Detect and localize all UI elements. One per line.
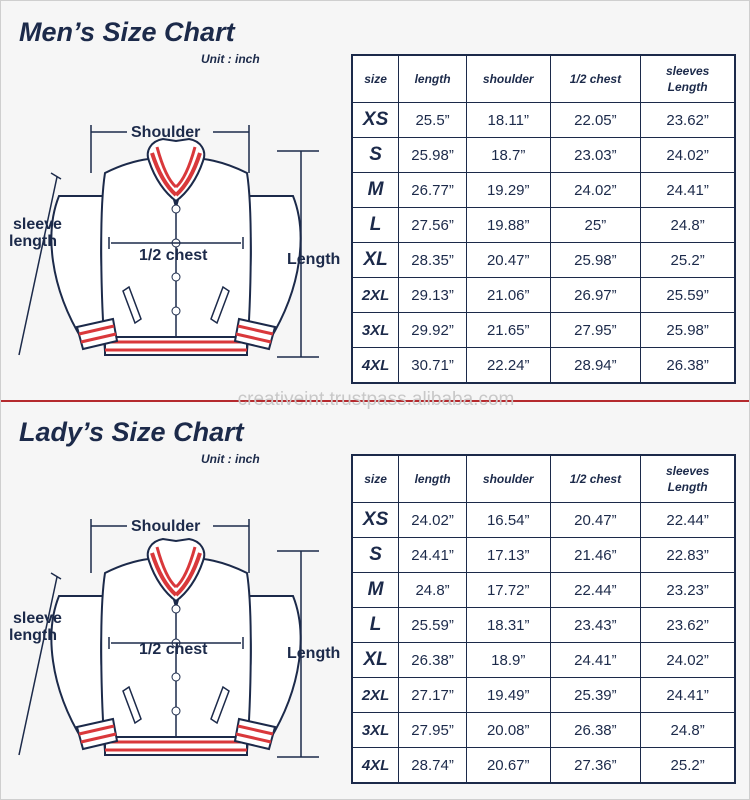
- lady-sleeve-label-2: length: [9, 627, 57, 644]
- men-header-length: length: [399, 55, 467, 103]
- table-row: 4XL 28.74” 20.67” 27.36” 25.2”: [352, 748, 735, 784]
- lady-header-size: size: [352, 455, 399, 503]
- men-header-shoulder: shoulder: [467, 55, 551, 103]
- lady-title: Lady’s Size Chart: [19, 417, 244, 447]
- lady-shoulder-label: Shoulder: [131, 518, 201, 535]
- men-length-label: Length: [287, 251, 341, 268]
- table-row: M 24.8” 17.72” 22.44” 23.23”: [352, 573, 735, 608]
- watermark: creativeint.trustpass.alibaba.com: [237, 389, 515, 410]
- men-header-row: [352, 55, 735, 103]
- table-row: XS 25.5” 18.11” 22.05” 23.62”: [352, 103, 735, 138]
- table-row: S 25.98” 18.7” 23.03” 24.02”: [352, 138, 735, 173]
- table-row: M 26.77” 19.29” 24.02” 24.41”: [352, 173, 735, 208]
- men-header-chest: 1/2 chest: [550, 55, 641, 103]
- table-row: 3XL 27.95” 20.08” 26.38” 24.8”: [352, 713, 735, 748]
- lady-header-row: [352, 455, 735, 503]
- table-row: 2XL 29.13” 21.06” 26.97” 25.59”: [352, 278, 735, 313]
- table-row: S 24.41” 17.13” 21.46” 22.83”: [352, 538, 735, 573]
- lady-section: [1, 401, 750, 800]
- table-row: L 27.56” 19.88” 25” 24.8”: [352, 208, 735, 243]
- men-unit-label: Unit : inch: [201, 52, 260, 66]
- lady-jacket-diagram: [1, 401, 346, 800]
- men-header-sleeves: sleeves Length: [641, 55, 735, 103]
- lady-chest-label: 1/2 chest: [139, 641, 208, 658]
- men-sleeve-label-2: length: [9, 233, 57, 250]
- men-title: Men’s Size Chart: [19, 17, 235, 47]
- table-row: 4XL 30.71” 22.24” 28.94” 26.38”: [352, 348, 735, 384]
- table-row: XS 24.02” 16.54” 20.47” 22.44”: [352, 503, 735, 538]
- table-row: 2XL 27.17” 19.49” 25.39” 24.41”: [352, 678, 735, 713]
- table-row: XL 26.38” 18.9” 24.41” 24.02”: [352, 643, 735, 678]
- men-header-size: size: [352, 55, 399, 103]
- lady-header-chest: 1/2 chest: [550, 455, 641, 503]
- table-row: L 25.59” 18.31” 23.43” 23.62”: [352, 608, 735, 643]
- men-chest-label: 1/2 chest: [139, 247, 208, 264]
- lady-size-table: [351, 454, 736, 784]
- table-row: 3XL 29.92” 21.65” 27.95” 25.98”: [352, 313, 735, 348]
- lady-length-label: Length: [287, 645, 341, 662]
- men-size-table: [351, 54, 736, 384]
- table-row: XL 28.35” 20.47” 25.98” 25.2”: [352, 243, 735, 278]
- lady-header-length: length: [399, 455, 467, 503]
- men-section: [1, 1, 750, 401]
- men-jacket-diagram: [1, 1, 346, 401]
- lady-sleeve-label-1: sleeve: [13, 610, 62, 627]
- lady-header-shoulder: shoulder: [467, 455, 551, 503]
- men-shoulder-label: Shoulder: [131, 124, 201, 141]
- men-sleeve-label-1: sleeve: [13, 216, 62, 233]
- lady-header-sleeves: sleeves Length: [641, 455, 735, 503]
- lady-unit-label: Unit : inch: [201, 452, 260, 466]
